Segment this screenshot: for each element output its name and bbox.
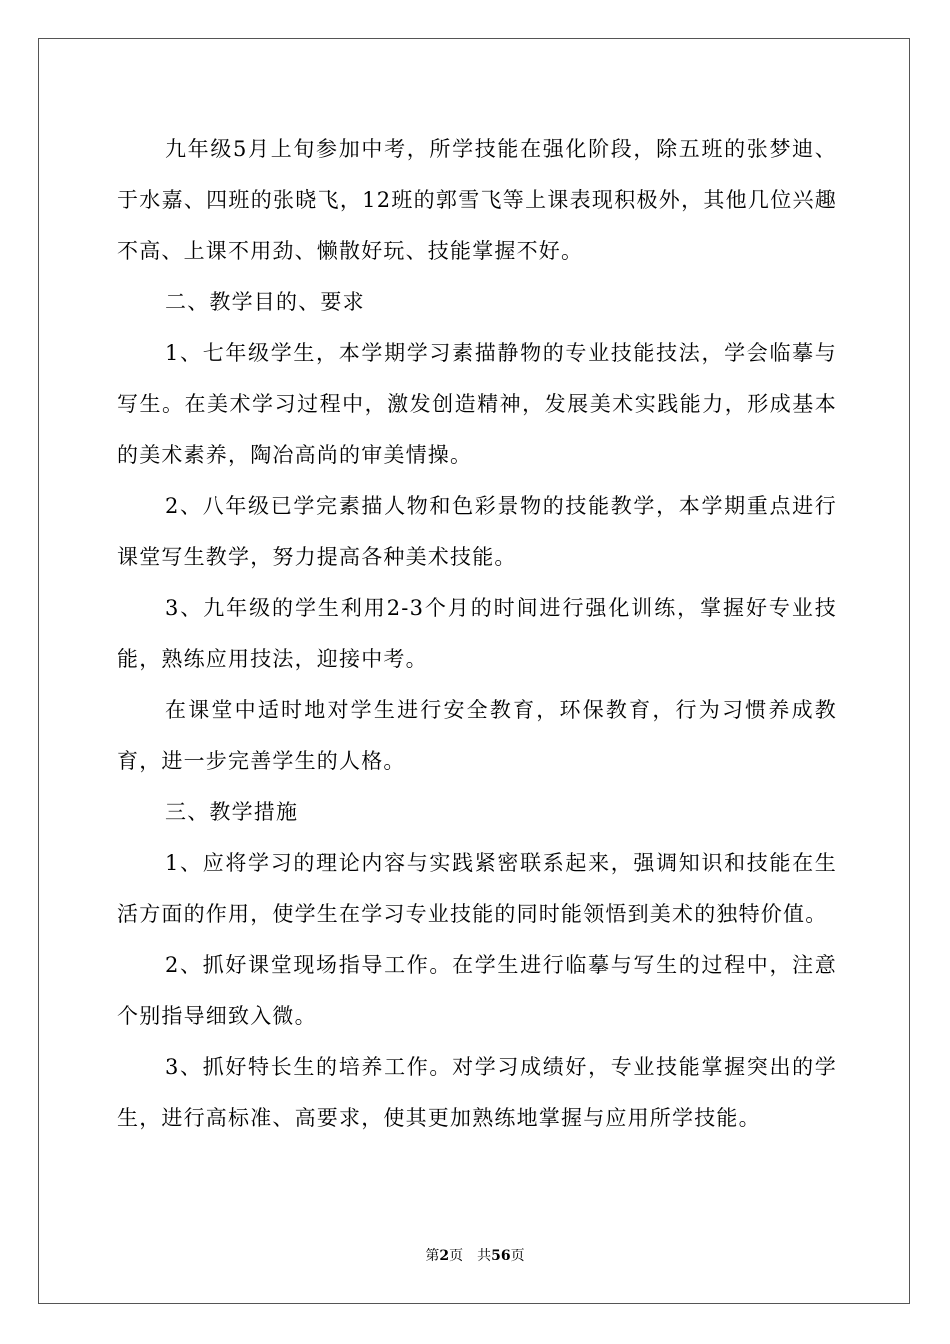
page-number: 2: [439, 1248, 450, 1264]
paragraph: 3、抓好特长生的培养工作。对学习成绩好，专业技能掌握突出的学生，进行高标准、高要求，使其更加熟练地掌握与应用所学技能。: [117, 1055, 837, 1130]
paragraph: 1、应将学习的理论内容与实践紧密联系起来，强调知识和技能在生活方面的作用，使学生在学习专业技能的同时能领悟到美术的独特价值。: [117, 851, 837, 926]
paragraph: 2、八年级已学完素描人物和色彩景物的技能教学，本学期重点进行课堂写生教学，努力提高各种美术技能。: [117, 494, 837, 569]
total-suffix: 页: [510, 1248, 525, 1264]
page-footer: [0, 1247, 950, 1265]
document-body: [117, 124, 837, 1144]
paragraph: 在课堂中适时地对学生进行安全教育，环保教育，行为习惯养成教育，进一步完善学生的人格。: [117, 698, 837, 773]
paragraph: 2、抓好课堂现场指导工作。在学生进行临摹与写生的过程中，注意个别指导细致入微。: [117, 953, 837, 1028]
section-heading: 二、教学目的、要求: [165, 290, 365, 314]
section-heading: 三、教学措施: [165, 800, 299, 824]
paragraph: 3、九年级的学生利用2-3个月的时间进行强化训练，掌握好专业技能，熟练应用技法，迎接中考。: [117, 596, 837, 671]
paragraph: 1、七年级学生，本学期学习素描静物的专业技能技法，学会临摹与写生。在美术学习过程中，激发创造精神，发展美术实践能力，形成基本的美术素养，陶冶高尚的审美情操。: [117, 341, 837, 467]
total-prefix: 共: [477, 1248, 492, 1264]
paragraph: 九年级5月上旬参加中考，所学技能在强化阶段，除五班的张梦迪、于水嘉、四班的张晓飞，12班的郭雪飞等上课表现积极外，其他几位兴趣不高、上课不用劲、懒散好玩、技能掌握不好。: [117, 137, 837, 263]
total-pages: 56: [491, 1248, 511, 1264]
page-suffix: 页: [449, 1248, 464, 1264]
page-prefix: 第: [425, 1248, 440, 1264]
